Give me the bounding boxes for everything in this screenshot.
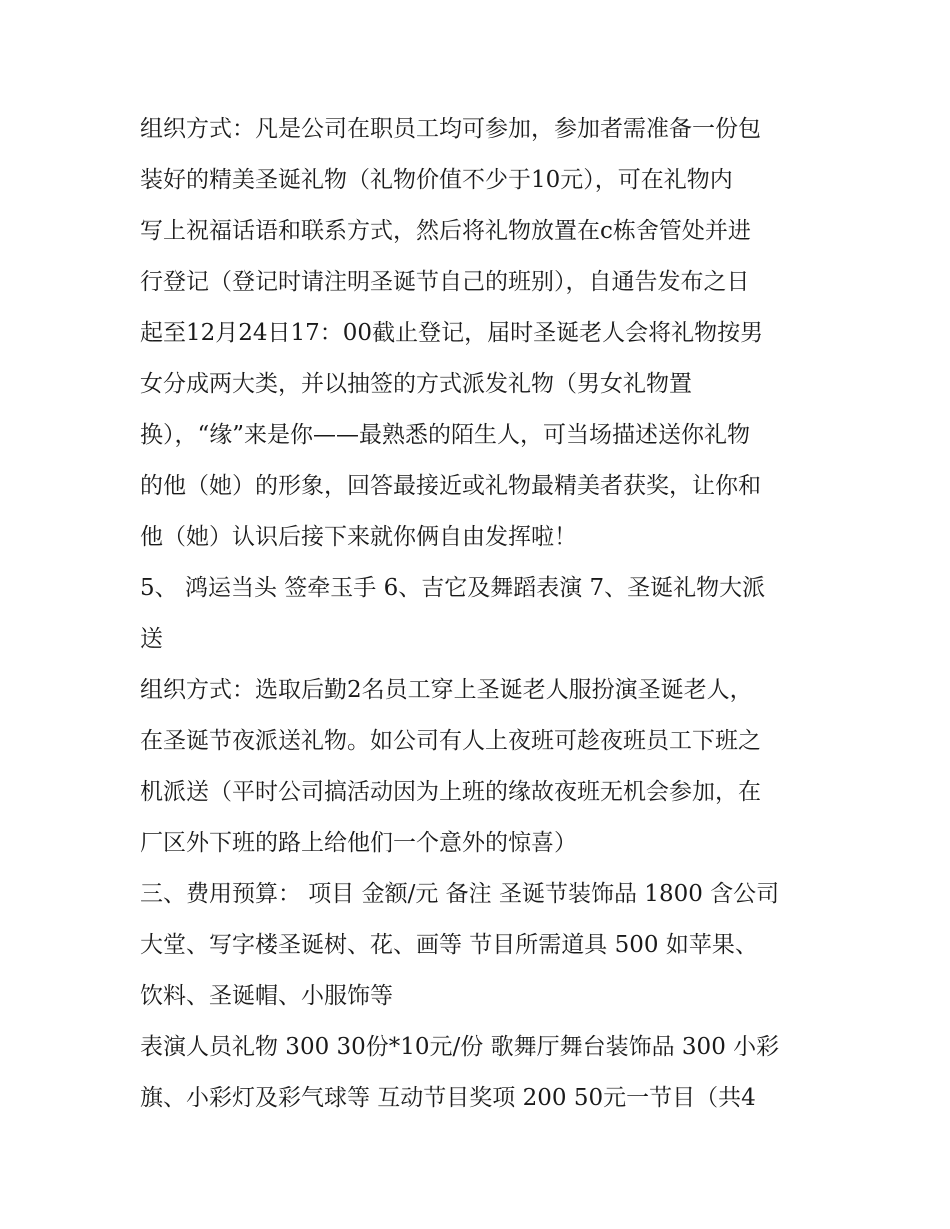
text-line: 女分成两大类，并以抽签的方式派发礼物（男女礼物置 — [140, 371, 692, 397]
text-line: 换），“缘”来是你——最熟悉的陌生人，可当场描述送你礼物 — [140, 422, 751, 448]
text-line: 装好的精美圣诞礼物（礼物价值不少于10元），可在礼物内 — [140, 167, 733, 193]
text-line: 5、 鸿运当头 签牵玉手 6、吉它及舞蹈表演 7、圣诞礼物大派 — [140, 575, 766, 601]
text-line: 在圣诞节夜派送礼物。如公司有人上夜班可趁夜班员工下班之 — [140, 728, 761, 754]
text-line: 他（她）认识后接下来就你俩自由发挥啦！ — [140, 524, 577, 550]
text-line: 三、费用预算： 项目 金额/元 备注 圣诞节装饰品 1800 含公司 — [140, 881, 780, 907]
text-line: 机派送（平时公司搞活动因为上班的缘故夜班无机会参加，在 — [140, 779, 761, 805]
text-line: 写上祝福话语和联系方式，然后将礼物放置在c栋舍管处并进 — [140, 218, 751, 244]
text-line: 旗、小彩灯及彩气球等 互动节目奖项 200 50元一节目（共4 — [140, 1085, 756, 1111]
text-line: 送 — [140, 626, 163, 652]
document-body — [140, 104, 820, 1124]
text-line: 表演人员礼物 300 30份*10元/份 歌舞厅舞台装饰品 300 小彩 — [140, 1034, 780, 1060]
text-line: 饮料、圣诞帽、小服饰等 — [140, 983, 393, 1009]
text-line: 组织方式：凡是公司在职员工均可参加，参加者需准备一份包 — [140, 116, 761, 142]
text-line: 组织方式：选取后勤2名员工穿上圣诞老人服扮演圣诞老人， — [140, 677, 753, 703]
text-line: 行登记（登记时请注明圣诞节自己的班别），自通告发布之日 — [140, 269, 750, 295]
text-line: 大堂、写字楼圣诞树、花、画等 节目所需道具 500 如苹果、 — [140, 932, 758, 958]
text-line: 厂区外下班的路上给他们一个意外的惊喜） — [140, 830, 577, 856]
text-line: 起至12月24日17：00截止登记，届时圣诞老人会将礼物按男 — [140, 320, 764, 346]
text-line: 的他（她）的形象，回答最接近或礼物最精美者获奖，让你和 — [140, 473, 761, 499]
